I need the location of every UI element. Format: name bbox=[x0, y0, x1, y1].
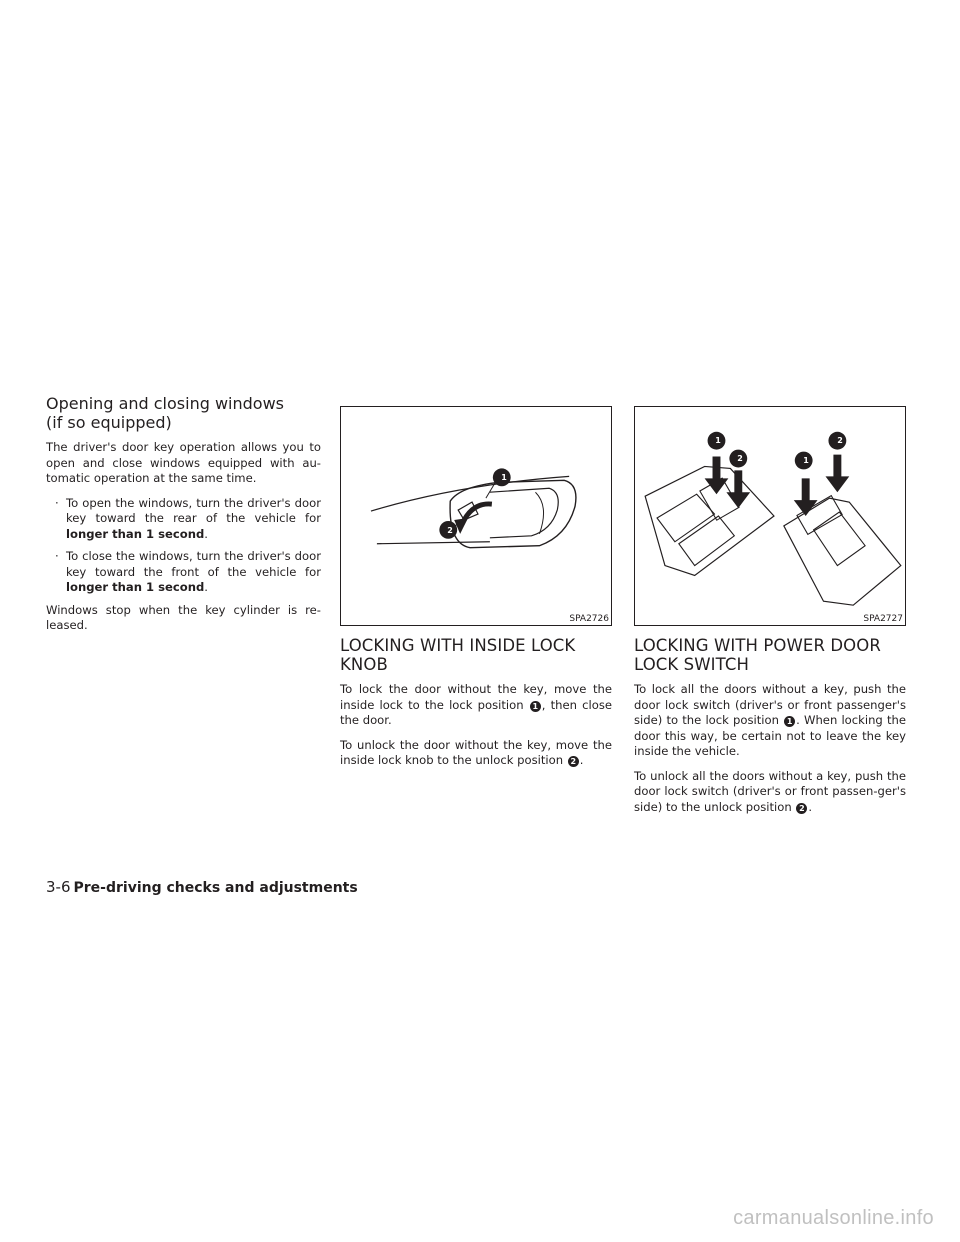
column-windows bbox=[46, 392, 321, 643]
bullet-dot: · bbox=[55, 549, 59, 563]
position-2-badge: 2 bbox=[796, 803, 807, 814]
figure-code: SPA2727 bbox=[863, 614, 903, 624]
intro-paragraph: The driver's door key operation allows you to open and close windows equipped with au-tomatic operation at the same time. bbox=[46, 440, 321, 485]
bullet-text: To open the windows, turn the driver's door key toward the rear of the vehicle for bbox=[66, 495, 321, 525]
heading-line-2: (if so equipped) bbox=[46, 413, 172, 432]
page-number: 3-6 bbox=[46, 878, 71, 896]
callout-1: 1 bbox=[501, 473, 507, 482]
heading-line-2: LOCK SWITCH bbox=[634, 655, 749, 674]
callout-2-right: 2 bbox=[837, 436, 843, 445]
door-handle-illustration bbox=[341, 407, 611, 625]
bullet-end: . bbox=[204, 526, 208, 541]
bullet-text: To close the windows, turn the driver's door key toward the front of the vehicle for bbox=[66, 549, 321, 579]
column-power-door-lock bbox=[634, 406, 906, 824]
unlock-paragraph bbox=[340, 738, 612, 769]
text-part: . bbox=[808, 799, 813, 814]
figure-power-door-lock bbox=[634, 406, 906, 626]
text-part: To lock the door without the key, move the inside lock to the lock position bbox=[340, 682, 612, 712]
bullet-end: . bbox=[204, 580, 208, 594]
text-part: To unlock the door without the key, move the inside lock knob to the unlock position bbox=[340, 737, 612, 767]
callout-1-right: 1 bbox=[803, 456, 809, 465]
lock-switch-illustration bbox=[635, 407, 905, 625]
text-part: . bbox=[579, 753, 584, 767]
lock-paragraph bbox=[340, 682, 612, 729]
callout-1-left: 1 bbox=[715, 436, 721, 445]
text-part: To unlock all the doors without a key, push the door lock switch (driver's or front passen-ger's side) to the unlock position bbox=[634, 768, 906, 814]
heading-line-1: LOCKING WITH INSIDE LOCK bbox=[340, 636, 576, 655]
section-heading-power-lock bbox=[634, 636, 906, 674]
callout-2: 2 bbox=[447, 526, 453, 535]
position-1-badge: 1 bbox=[784, 716, 795, 727]
figure-inside-lock-knob bbox=[340, 406, 612, 626]
position-2-badge: 2 bbox=[568, 756, 579, 767]
page-footer bbox=[46, 878, 358, 896]
outro-paragraph: Windows stop when the key cylinder is re-leased. bbox=[46, 602, 321, 632]
position-1-badge: 1 bbox=[530, 701, 541, 712]
heading-line-1: Opening and closing windows bbox=[46, 394, 284, 413]
bullet-dot: · bbox=[55, 495, 59, 510]
section-name: Pre-driving checks and adjustments bbox=[73, 880, 358, 896]
bullet-list bbox=[46, 496, 321, 596]
bullet-emphasis: longer than 1 second bbox=[66, 580, 205, 594]
column-inside-lock-knob bbox=[340, 406, 612, 778]
figure-code: SPA2726 bbox=[569, 614, 609, 624]
text-part: , then close the door. bbox=[340, 697, 612, 727]
text-part: To lock all the doors without a key, push the door lock switch (driver's or front passenger's side) to the lock position bbox=[634, 682, 906, 727]
heading-line-1: LOCKING WITH POWER DOOR bbox=[634, 636, 881, 655]
bullet-item-close bbox=[46, 549, 321, 596]
watermark-text: carmanualsonline.info bbox=[733, 1207, 934, 1229]
heading-line-2: KNOB bbox=[340, 655, 388, 674]
unlock-paragraph bbox=[634, 769, 906, 816]
text-part: . When locking the door this way, be certain not to leave the key inside the vehicle. bbox=[634, 713, 906, 758]
section-heading-inside-lock bbox=[340, 636, 612, 674]
callout-2-left: 2 bbox=[737, 454, 743, 463]
lock-paragraph bbox=[634, 682, 906, 760]
bullet-item-open bbox=[46, 496, 321, 543]
section-heading-windows bbox=[46, 394, 321, 432]
bullet-emphasis: longer than 1 second bbox=[66, 526, 205, 541]
